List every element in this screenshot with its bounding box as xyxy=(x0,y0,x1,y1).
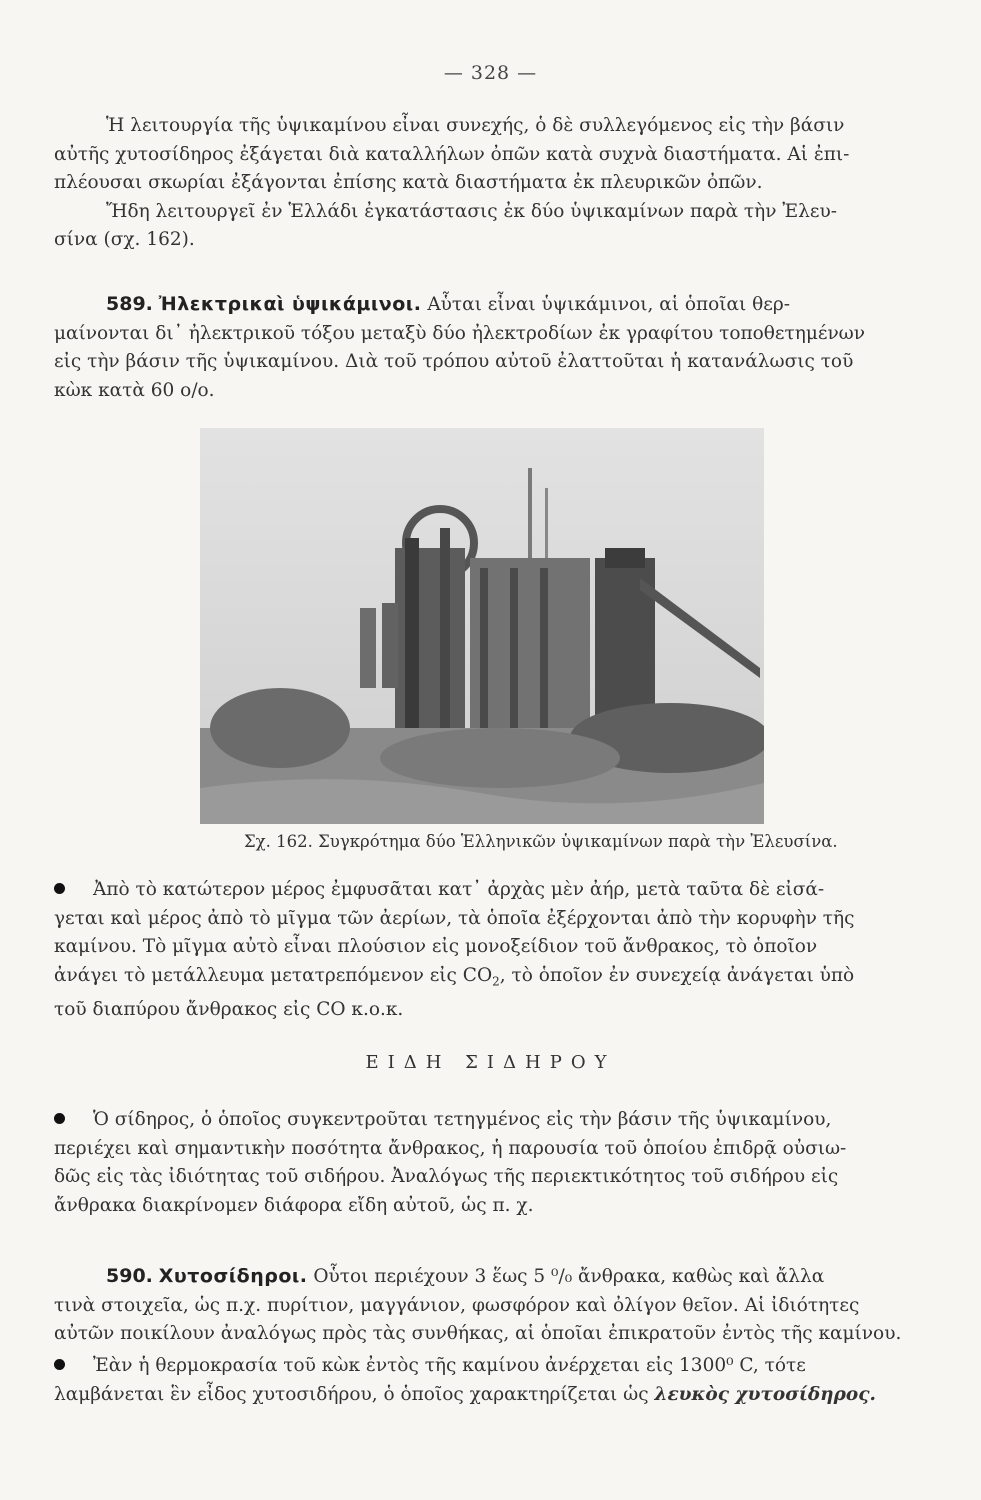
section-heading: Χυτοσίδηροι. xyxy=(158,1265,308,1287)
paragraph-line: ἄνθρακα διακρίνομεν διάφορα εἴδη αὐτοῦ, ὡς π. χ. xyxy=(54,1194,534,1216)
paragraph-text: , τὸ ὁποῖον ἐν συνεχείᾳ ἀνάγεται ὑπὸ xyxy=(499,964,855,986)
iron-paragraph xyxy=(54,1106,926,1220)
section-heading: Ἠλεκτρικαὶ ὑψικάμινοι. xyxy=(158,293,422,315)
section-line: εἰς τὴν βάσιν τῆς ὑψικαμίνου. Διὰ τοῦ τρόπου αὐτοῦ ἐλαττοῦται ἡ κατανάλωσις τοῦ xyxy=(54,351,854,372)
paragraph-line: δῶς εἰς τὰς ἰδιότητας τοῦ σιδήρου. Ἀναλόγως τῆς περιεκτικότητος τοῦ σιδήρου εἰς xyxy=(54,1166,839,1187)
figure-caption: Σχ. 162. Συγκρότημα δύο Ἑλληνικῶν ὑψικαμίνων παρὰ τὴν Ἐλευσίνα. xyxy=(244,832,838,851)
section-title: ΕΙΔΗ ΣΙΔΗΡΟΥ xyxy=(365,1052,616,1073)
section-number: 589. xyxy=(106,293,153,315)
section-589 xyxy=(54,290,926,405)
white-iron-paragraph xyxy=(54,1352,926,1409)
intro-line: Ἡ λειτουργία τῆς ὑψικαμίνου εἶναι συνεχής, ὁ δὲ συλλεγόμενος εἰς τὴν βάσιν xyxy=(106,115,845,136)
paragraph-line: περιέχει καὶ σημαντικὴν ποσότητα ἄνθρακος, ἡ παρουσία τοῦ ὁποίου ἐπιδρᾷ οὐσιω- xyxy=(54,1137,847,1159)
subscript: 2 xyxy=(492,974,500,989)
bullet-icon xyxy=(54,1113,65,1124)
paragraph-line: καμίνου. Τὸ μῖγμα αὐτὸ εἶναι πλούσιον εἰς μονοξείδιον τοῦ ἄνθρακος, τὸ ὁποῖον xyxy=(54,936,818,957)
section-text: Οὗτοι περιέχουν 3 ἕως 5 ⁰/₀ ἄνθρακα, καθὼς καὶ ἄλλα xyxy=(313,1266,825,1287)
section-line: τινὰ στοιχεῖα, ὡς π.χ. πυρίτιον, μαγγάνιον, φωσφόρον καὶ ὀλίγον θεῖον. Αἱ ἰδιότητες xyxy=(54,1294,860,1316)
section-line: μαίνονται δι᾽ ἠλεκτρικοῦ τόξου μεταξὺ δύο ἠλεκτροδίων ἐκ γραφίτου τοποθετημένων xyxy=(54,322,866,344)
paragraph-text: ἀνάγει τὸ μετάλλευμα μετατρεπόμενον εἰς CO xyxy=(54,964,493,986)
section-number: 590. xyxy=(106,1265,153,1287)
bullet-icon xyxy=(54,883,65,894)
paragraph-text: Ὁ σίδηρος, ὁ ὁποῖος συγκεντροῦται τετηγμένος εἰς τὴν βάσιν τῆς ὑψικαμίνου, xyxy=(93,1109,832,1130)
blast-paragraph xyxy=(54,876,926,1024)
paragraph-text: λαμβάνεται ἓν εἶδος χυτοσιδήρου, ὁ ὁποῖος χαρακτηρίζεται ὡς xyxy=(54,1383,655,1405)
section-text: Αὗται εἶναι ὑψικάμινοι, αἱ ὁποῖαι θερ- xyxy=(427,294,791,315)
paragraph-line: τοῦ διαπύρου ἄνθρακος εἰς CO κ.ο.κ. xyxy=(54,998,404,1020)
intro-line: Ἤδη λειτουργεῖ ἐν Ἑλλάδι ἐγκατάστασις ἐκ δύο ὑψικαμίνων παρὰ τὴν Ἐλευ- xyxy=(106,200,837,222)
paragraph-line: γεται καὶ μέρος ἀπὸ τὸ μῖγμα τῶν ἀερίων, τὰ ὁποῖα ἐξέρχονται ἀπὸ τὴν κορυφὴν τῆς xyxy=(54,907,855,929)
section-line: κὼκ κατὰ 60 ο/ο. xyxy=(54,379,215,401)
bullet-icon xyxy=(54,1359,65,1370)
intro-line: πλέουσαι σκωρίαι ἐξάγονται ἐπίσης κατὰ διαστήματα ἐκ πλευρικῶν ὀπῶν. xyxy=(54,172,763,193)
emphasis-term: λευκὸς χυτοσίδηρος. xyxy=(654,1383,876,1405)
section-590 xyxy=(54,1262,926,1349)
paragraph-text: Ἀπὸ τὸ κατώτερον μέρος ἐμφυσᾶται κατ᾽ ἀρχὰς μὲν ἀήρ, μετὰ ταῦτα δὲ εἰσά- xyxy=(93,879,825,900)
intro-line: σίνα (σχ. 162). xyxy=(54,229,195,250)
intro-paragraph xyxy=(54,112,926,255)
blast-furnace-photo xyxy=(200,428,764,824)
furnace-illustration xyxy=(200,428,764,824)
intro-line: αὐτῆς χυτοσίδηρος ἐξάγεται διὰ καταλλήλων ὀπῶν κατὰ συχνὰ διαστήματα. Αἱ ἐπι- xyxy=(54,143,850,165)
paragraph-text: Ἐὰν ἡ θερμοκρασία τοῦ κὼκ ἐντὸς τῆς καμίνου ἀνέρχεται εἰς 1300⁰ C, τότε xyxy=(93,1355,806,1376)
section-line: αὐτῶν ποικίλουν ἀναλόγως πρὸς τὰς συνθήκας, αἱ ὁποῖαι ἐπικρατοῦν ἐντὸς τῆς καμίνου. xyxy=(54,1323,902,1344)
page-number: — 328 — xyxy=(443,62,538,84)
